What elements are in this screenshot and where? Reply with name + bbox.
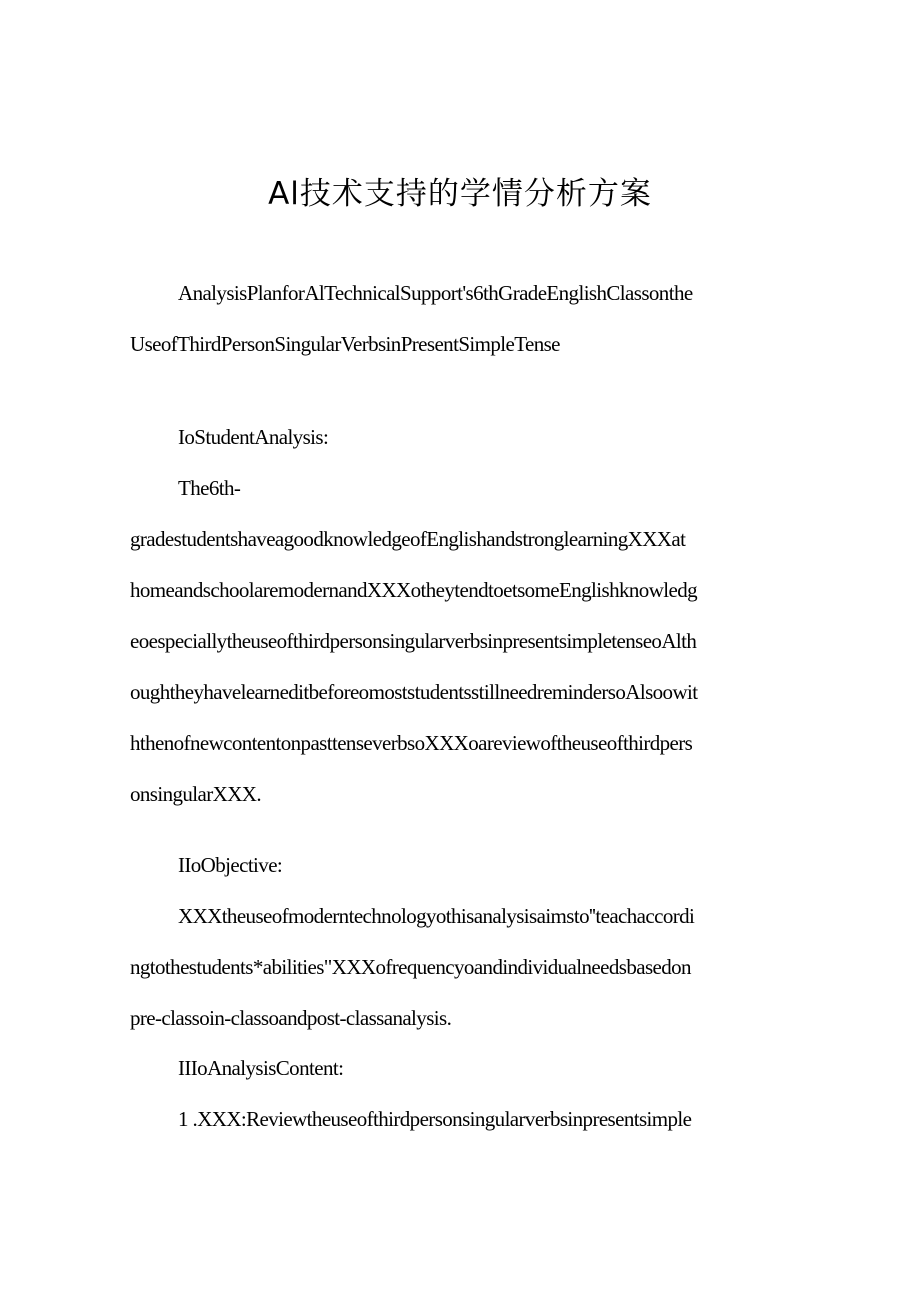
document-title: Al技术支持的学情分析方案	[268, 176, 652, 212]
list-item: 1 .XXX:Reviewtheuseofthirdpersonsingularverbsinpresentsimple	[178, 1107, 692, 1131]
paragraph-line: onsingularXXX.	[130, 782, 262, 806]
paragraph-line: XXXtheuseofmoderntechnologyothisanalysisaimsto''teachaccordi	[178, 904, 695, 928]
paragraph-line: pre-classoin-classoandpost-classanalysis.	[130, 1006, 452, 1030]
section-heading: IIoObjective:	[178, 853, 283, 877]
paragraph-line: oughtheyhavelearneditbeforeomoststudentsstillneedremindersoAlsoowit	[130, 680, 698, 704]
paragraph-line: hthenofnewcontentonpasttenseverbsoXXXoareviewoftheuseofthirdpers	[130, 731, 693, 755]
subtitle-line: UseofThirdPersonSingularVerbsinPresentSimpleTense	[130, 332, 560, 356]
section-analysis-content	[130, 1043, 790, 1145]
paragraph-line: eoespeciallytheuseofthirdpersonsingularverbsinpresentsimpletenseoAlth	[130, 629, 697, 653]
paragraph-line: The6th-	[178, 476, 241, 500]
subtitle-line: AnalysisPlanforAlTechnicalSupport's6thGradeEnglishClassonthe	[178, 281, 693, 305]
section-student-analysis	[130, 412, 790, 820]
paragraph-line: gradestudentshaveagoodknowledgeofEnglishandstronglearningXXXat	[130, 527, 686, 551]
section-heading: IIIoAnalysisContent:	[178, 1056, 344, 1080]
subtitle-block	[130, 268, 790, 370]
section-heading: IoStudentAnalysis:	[178, 425, 329, 449]
section-objective	[130, 840, 790, 1044]
paragraph-line: homeandschoolaremodernandXXXotheytendtoetsomeEnglishknowledg	[130, 578, 698, 602]
paragraph-line: ngtothestudents*abilities"XXXofrequencyoandindividualneedsbasedon	[130, 955, 691, 979]
